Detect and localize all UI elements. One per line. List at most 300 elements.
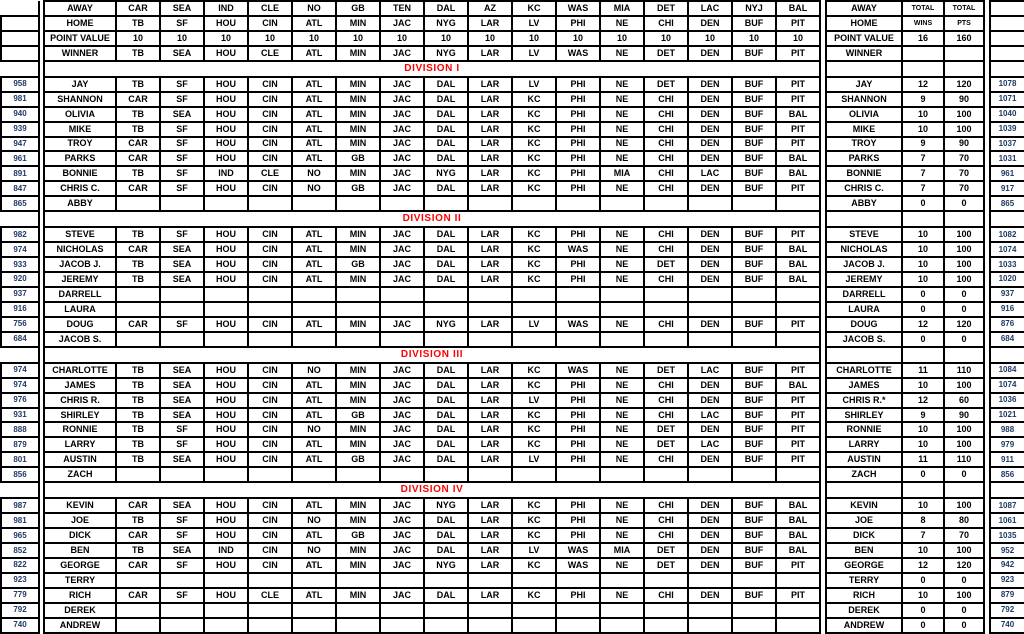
pick-cell: MIN <box>336 513 380 528</box>
pick-cell: HOU <box>204 378 248 393</box>
pick-cell <box>688 467 732 482</box>
winner-team-cell: MIN <box>336 46 380 61</box>
pick-cell <box>600 302 644 317</box>
pick-cell: CAR <box>116 317 160 332</box>
pick-cell: TB <box>116 437 160 452</box>
player-pts: 100 <box>944 272 984 287</box>
away-team-cell: BAL <box>776 1 820 16</box>
player-name-right: DEREK <box>826 603 902 618</box>
player-wins: 7 <box>902 181 944 196</box>
pick-cell: DAL <box>424 257 468 272</box>
pick-cell <box>600 467 644 482</box>
pick-cell: PIT <box>776 363 820 378</box>
player-wins: 11 <box>902 363 944 378</box>
player-id: 958 <box>1 77 39 92</box>
pick-cell: CIN <box>248 227 292 242</box>
pick-cell: KC <box>512 272 556 287</box>
pick-cell <box>248 603 292 618</box>
pick-cell: DET <box>644 77 688 92</box>
player-name-right: CHRIS R.* <box>826 393 902 408</box>
extra-header-cell <box>990 16 1024 31</box>
player-season-total: 952 <box>990 543 1024 558</box>
player-season-total: 1084 <box>990 363 1024 378</box>
division-extra-spacer <box>990 347 1024 363</box>
pick-cell <box>776 573 820 588</box>
extra-header-cell <box>990 1 1024 16</box>
pick-cell <box>644 302 688 317</box>
pick-cell <box>776 332 820 347</box>
pick-cell: NE <box>600 452 644 467</box>
pick-cell: SF <box>160 122 204 137</box>
pick-cell: BUF <box>732 378 776 393</box>
pick-cell <box>600 618 644 633</box>
pick-cell: KC <box>512 408 556 423</box>
pick-cell: NO <box>292 543 336 558</box>
pick-cell: MIN <box>336 393 380 408</box>
pick-cell <box>556 618 600 633</box>
pick-cell: CIN <box>248 77 292 92</box>
pick-cell <box>160 603 204 618</box>
pick-cell: JAC <box>380 378 424 393</box>
pick-cell: LAR <box>468 317 512 332</box>
pick-cell: IND <box>204 166 248 181</box>
player-name: KEVIN <box>44 498 116 513</box>
pick-cell: PIT <box>776 588 820 603</box>
pick-cell: LV <box>512 452 556 467</box>
pick-cell: BUF <box>732 242 776 257</box>
pick-cell: KC <box>512 166 556 181</box>
wins-header-cell <box>902 46 944 61</box>
pick-cell: NE <box>600 227 644 242</box>
pick-cell <box>292 287 336 302</box>
pick-cell: LAC <box>688 166 732 181</box>
player-name-right: OLIVIA <box>826 107 902 122</box>
pick-cell: CLE <box>248 588 292 603</box>
winner-team-cell: NE <box>600 46 644 61</box>
pick-cell: DET <box>644 422 688 437</box>
pick-cell: WAS <box>556 543 600 558</box>
pick-cell: DEN <box>688 378 732 393</box>
pick-cell: MIN <box>336 317 380 332</box>
player-name-right: ANDREW <box>826 618 902 633</box>
player-pts: 100 <box>944 227 984 242</box>
player-season-total: 1087 <box>990 498 1024 513</box>
player-name: CHARLOTTE <box>44 363 116 378</box>
player-pts: 100 <box>944 378 984 393</box>
pick-cell: HOU <box>204 558 248 573</box>
pick-cell: JAC <box>380 363 424 378</box>
pick-cell: BAL <box>776 151 820 166</box>
pick-cell <box>468 573 512 588</box>
pick-cell <box>776 302 820 317</box>
pick-cell: TB <box>116 257 160 272</box>
player-name: PARKS <box>44 151 116 166</box>
player-name-right: LARRY <box>826 437 902 452</box>
pick-cell: KC <box>512 107 556 122</box>
pick-cell: CHI <box>644 513 688 528</box>
pick-cell: CHI <box>644 107 688 122</box>
player-season-total: 988 <box>990 422 1024 437</box>
player-season-total: 1036 <box>990 393 1024 408</box>
pick-cell <box>292 332 336 347</box>
pick-cell: DAL <box>424 408 468 423</box>
pick-cell: PHI <box>556 151 600 166</box>
player-season-total: 1033 <box>990 257 1024 272</box>
pick-cell: TB <box>116 166 160 181</box>
division-extra-spacer <box>990 61 1024 77</box>
player-name-right: DOUG <box>826 317 902 332</box>
player-wins: 0 <box>902 573 944 588</box>
pick-cell: CAR <box>116 242 160 257</box>
pick-cell: JAC <box>380 151 424 166</box>
pick-cell: NE <box>600 242 644 257</box>
pick-cell <box>732 603 776 618</box>
player-pts: 110 <box>944 363 984 378</box>
player-pts: 110 <box>944 452 984 467</box>
player-season-total: 1040 <box>990 107 1024 122</box>
pick-cell: JAC <box>380 227 424 242</box>
pick-cell: JAC <box>380 317 424 332</box>
pick-cell <box>776 467 820 482</box>
player-season-total: 1037 <box>990 137 1024 152</box>
pick-cell: CIN <box>248 137 292 152</box>
pick-cell: CIN <box>248 393 292 408</box>
player-wins: 10 <box>902 257 944 272</box>
player-id: 931 <box>1 408 39 423</box>
pick-cell <box>512 573 556 588</box>
home-team-cell: PIT <box>776 16 820 31</box>
pick-cell <box>600 573 644 588</box>
pick-cell: DEN <box>688 498 732 513</box>
pick-cell: GB <box>336 408 380 423</box>
pick-cell <box>160 287 204 302</box>
row-label-away: AWAY <box>44 1 116 16</box>
pick-cell: CHI <box>644 528 688 543</box>
pick-cell: SF <box>160 151 204 166</box>
pick-cell <box>336 603 380 618</box>
pick-cell: JAC <box>380 588 424 603</box>
pick-cell: PHI <box>556 181 600 196</box>
away-team-cell: KC <box>512 1 556 16</box>
pick-cell <box>644 467 688 482</box>
pick-cell <box>116 467 160 482</box>
pick-cell <box>292 573 336 588</box>
pick-cell: JAC <box>380 166 424 181</box>
player-season-total: 917 <box>990 181 1024 196</box>
pick-cell: GB <box>336 151 380 166</box>
player-pts: 0 <box>944 467 984 482</box>
pick-cell: LAR <box>468 77 512 92</box>
pick-cell <box>776 287 820 302</box>
player-wins: 9 <box>902 137 944 152</box>
pick-cell: LAR <box>468 543 512 558</box>
player-id: 865 <box>1 196 39 211</box>
pick-cell <box>380 287 424 302</box>
player-season-total: 979 <box>990 437 1024 452</box>
pick-cell: WAS <box>556 558 600 573</box>
pick-cell: LAR <box>468 558 512 573</box>
home-team-cell: LAR <box>468 16 512 31</box>
division-name-spacer <box>826 211 902 227</box>
player-pts: 90 <box>944 92 984 107</box>
point_value-team-cell: 10 <box>776 31 820 46</box>
pick-cell: DEN <box>688 422 732 437</box>
pick-cell: JAC <box>380 92 424 107</box>
player-name: OLIVIA <box>44 107 116 122</box>
pick-cell: CHI <box>644 242 688 257</box>
pick-cell: LAR <box>468 437 512 452</box>
player-pts: 0 <box>944 618 984 633</box>
pick-cell: NYG <box>424 317 468 332</box>
pick-cell <box>204 287 248 302</box>
player-wins: 10 <box>902 107 944 122</box>
pick-cell: SF <box>160 92 204 107</box>
pick-cell: BUF <box>732 137 776 152</box>
id-header-cell <box>1 31 39 46</box>
pick-cell: DEN <box>688 151 732 166</box>
player-pts: 70 <box>944 528 984 543</box>
pick-cell: NE <box>600 363 644 378</box>
pick-cell: CIN <box>248 92 292 107</box>
pick-cell: CIN <box>248 437 292 452</box>
player-id: 976 <box>1 393 39 408</box>
pick-cell: DAL <box>424 513 468 528</box>
player-pts: 100 <box>944 543 984 558</box>
pick-cell: CIN <box>248 242 292 257</box>
pick-cell: DAL <box>424 437 468 452</box>
pick-cell <box>292 603 336 618</box>
division-pts-spacer <box>944 211 984 227</box>
pick-cell <box>424 467 468 482</box>
pick-cell: SEA <box>160 408 204 423</box>
pick-cell: PIT <box>776 393 820 408</box>
pick-cell: HOU <box>204 437 248 452</box>
pick-cell: PHI <box>556 393 600 408</box>
pick-cell <box>248 287 292 302</box>
pick-cell: DAL <box>424 107 468 122</box>
pick-cell: KC <box>512 122 556 137</box>
player-season-total: 1061 <box>990 513 1024 528</box>
pick-cell: NO <box>292 166 336 181</box>
pick-cell: BUF <box>732 498 776 513</box>
pick-cell: CIN <box>248 378 292 393</box>
id-header-cell <box>1 1 39 16</box>
point_value-team-cell: 10 <box>380 31 424 46</box>
player-name-right: BEN <box>826 543 902 558</box>
player-season-total: 684 <box>990 332 1024 347</box>
pick-cell: DAL <box>424 242 468 257</box>
player-id: 888 <box>1 422 39 437</box>
pick-cell <box>424 332 468 347</box>
pick-cell: MIN <box>336 558 380 573</box>
pick-cell: BUF <box>732 92 776 107</box>
pick-cell: BUF <box>732 558 776 573</box>
pick-cell: MIN <box>336 378 380 393</box>
pick-cell: BUF <box>732 528 776 543</box>
pick-cell: DEN <box>688 543 732 558</box>
player-pts: 0 <box>944 196 984 211</box>
pick-cell: ATL <box>292 378 336 393</box>
pick-cell: MIN <box>336 107 380 122</box>
player-name: ANDREW <box>44 618 116 633</box>
pick-cell <box>644 573 688 588</box>
player-name: JAMES <box>44 378 116 393</box>
pick-cell <box>116 196 160 211</box>
player-wins: 7 <box>902 166 944 181</box>
pick-cell: NE <box>600 181 644 196</box>
pick-cell <box>468 287 512 302</box>
player-wins: 10 <box>902 543 944 558</box>
pick-cell: NE <box>600 257 644 272</box>
pick-cell: KC <box>512 181 556 196</box>
pick-cell: LAC <box>688 363 732 378</box>
pick-cell: CIN <box>248 363 292 378</box>
pick-cell: LAR <box>468 242 512 257</box>
pick-cell: BUF <box>732 257 776 272</box>
pick-cell <box>248 573 292 588</box>
pick-cell: DEN <box>688 558 732 573</box>
pick-cell: PIT <box>776 452 820 467</box>
pick-cell: BUF <box>732 363 776 378</box>
division-pts-spacer <box>944 61 984 77</box>
pick-cell: BUF <box>732 151 776 166</box>
player-name-right: MIKE <box>826 122 902 137</box>
player-wins: 9 <box>902 408 944 423</box>
pick-cell <box>732 618 776 633</box>
pick-cell: PHI <box>556 257 600 272</box>
extra-header-cell <box>990 46 1024 61</box>
pick-cell: ATL <box>292 498 336 513</box>
winner-team-cell: DET <box>644 46 688 61</box>
home-team-cell: CHI <box>644 16 688 31</box>
player-wins: 11 <box>902 452 944 467</box>
player-id: 965 <box>1 528 39 543</box>
home-team-cell: BUF <box>732 16 776 31</box>
pick-cell: BAL <box>776 498 820 513</box>
pick-cell: LAR <box>468 588 512 603</box>
player-name: DICK <box>44 528 116 543</box>
player-wins: 7 <box>902 528 944 543</box>
pick-cell: LAR <box>468 181 512 196</box>
id-header-cell <box>1 46 39 61</box>
pick-cell <box>732 573 776 588</box>
pick-cell: NE <box>600 498 644 513</box>
pick-cell: SEA <box>160 393 204 408</box>
pick-cell: NE <box>600 528 644 543</box>
pick-cell: MIN <box>336 272 380 287</box>
player-wins: 10 <box>902 588 944 603</box>
pick-cell <box>160 467 204 482</box>
pick-cell: ATL <box>292 317 336 332</box>
pick-cell: PHI <box>556 452 600 467</box>
pick-cell <box>688 603 732 618</box>
pick-cell: SF <box>160 422 204 437</box>
player-name-right: CHARLOTTE <box>826 363 902 378</box>
player-id: 974 <box>1 378 39 393</box>
player-wins: 10 <box>902 242 944 257</box>
pick-cell <box>248 196 292 211</box>
pick-cell: DET <box>644 543 688 558</box>
pick-cell: PHI <box>556 528 600 543</box>
player-name-right: BONNIE <box>826 166 902 181</box>
pick-cell: DAL <box>424 151 468 166</box>
player-name-right: TROY <box>826 137 902 152</box>
player-pts: 0 <box>944 332 984 347</box>
player-name: STEVE <box>44 227 116 242</box>
pick-cell: NE <box>600 317 644 332</box>
pick-cell: NE <box>600 558 644 573</box>
pick-cell <box>424 618 468 633</box>
player-name: DOUG <box>44 317 116 332</box>
division-header: DIVISION II <box>44 211 820 227</box>
pick-cell: DEN <box>688 257 732 272</box>
pick-cell <box>336 302 380 317</box>
pick-cell <box>336 332 380 347</box>
player-id: 684 <box>1 332 39 347</box>
pick-cell: HOU <box>204 107 248 122</box>
pick-cell: JAC <box>380 107 424 122</box>
pick-cell <box>380 302 424 317</box>
player-name-right: AUSTIN <box>826 452 902 467</box>
player-wins: 0 <box>902 603 944 618</box>
pick-cell: GB <box>336 528 380 543</box>
pick-cell <box>732 467 776 482</box>
pick-cell: CIN <box>248 317 292 332</box>
player-pts: 0 <box>944 603 984 618</box>
pick-cell <box>512 196 556 211</box>
winner-team-cell: CLE <box>248 46 292 61</box>
pick-cell: JAC <box>380 543 424 558</box>
pick-cell: DEN <box>688 513 732 528</box>
pick-cell: CIN <box>248 543 292 558</box>
pick-cell: BUF <box>732 317 776 332</box>
division-wins-spacer <box>902 211 944 227</box>
pick-cell: DEN <box>688 452 732 467</box>
pick-cell: LAR <box>468 151 512 166</box>
player-id: 779 <box>1 588 39 603</box>
pts-header-cell: 160 <box>944 31 984 46</box>
pick-cell <box>248 332 292 347</box>
home-team-cell: LV <box>512 16 556 31</box>
pick-cell: DAL <box>424 92 468 107</box>
player-name: RONNIE <box>44 422 116 437</box>
player-id: 847 <box>1 181 39 196</box>
player-name-right: JAMES <box>826 378 902 393</box>
pick-cell: PIT <box>776 408 820 423</box>
pick-cell <box>688 196 732 211</box>
pick-cell <box>556 603 600 618</box>
pick-cell: JAC <box>380 257 424 272</box>
pick-cell: DAL <box>424 181 468 196</box>
pick-cell: SF <box>160 137 204 152</box>
player-name: AUSTIN <box>44 452 116 467</box>
pick-cell: HOU <box>204 181 248 196</box>
pick-cell: ATL <box>292 437 336 452</box>
away-team-cell: DET <box>644 1 688 16</box>
player-wins: 8 <box>902 513 944 528</box>
pick-cell: LAR <box>468 528 512 543</box>
pick-cell: NE <box>600 393 644 408</box>
player-season-total: 1031 <box>990 151 1024 166</box>
away-team-cell: AZ <box>468 1 512 16</box>
winner-team-cell: JAC <box>380 46 424 61</box>
pick-cell: KC <box>512 558 556 573</box>
pick-cell: KC <box>512 437 556 452</box>
player-name: DARRELL <box>44 287 116 302</box>
player-name: ABBY <box>44 196 116 211</box>
player-wins: 0 <box>902 332 944 347</box>
pick-cell: KC <box>512 378 556 393</box>
